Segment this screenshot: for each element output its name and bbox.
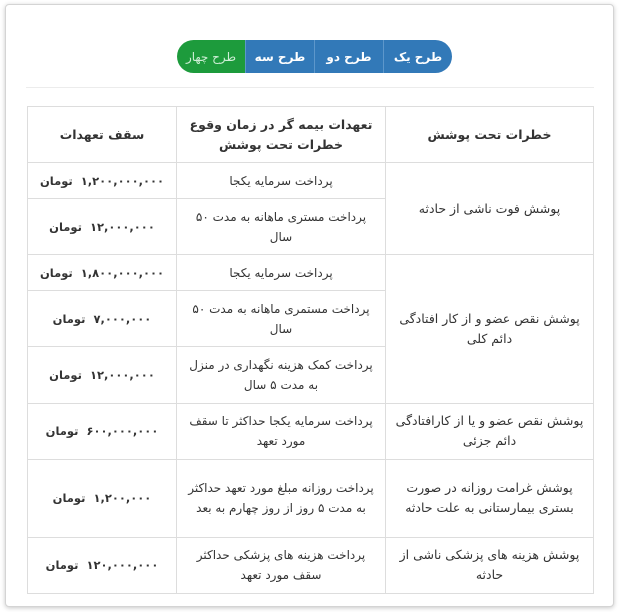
limit-cell xyxy=(28,537,177,593)
limit-amount: ۱,۸۰۰,۰۰۰,۰۰۰ xyxy=(80,265,165,280)
limit-amount: ۱,۲۰۰,۰۰۰,۰۰۰ xyxy=(80,173,165,188)
limit-unit: تومان xyxy=(39,265,73,280)
limit-cell xyxy=(28,163,177,199)
obligation-cell: پرداخت سرمایه یکجا حداکثر تا سقف مورد تعهد xyxy=(177,403,386,459)
limit-unit: تومان xyxy=(52,491,86,506)
coverage-cell: پوشش نقص عضو و یا از کارافتادگی دائم جزئی xyxy=(386,403,594,459)
limit-unit: تومان xyxy=(52,311,86,326)
obligation-cell: پرداخت روزانه مبلغ مورد تعهد حداکثر به مدت ۵ روز از روز چهارم به بعد xyxy=(177,459,386,537)
limit-unit: تومان xyxy=(45,424,79,439)
obligation-cell: پرداخت مستری ماهانه به مدت ۵۰ سال xyxy=(177,199,386,255)
coverage-cell: پوشش غرامت روزانه در صورت بستری بیمارستانی به علت حادثه xyxy=(386,459,594,537)
tab-plan-2[interactable]: طرح دو xyxy=(314,40,383,73)
limit-unit: تومان xyxy=(49,367,82,382)
plan-tab-bar xyxy=(177,40,452,73)
obligation-cell: پرداخت کمک هزینه نگهداری در منزل به مدت ۵ سال xyxy=(177,347,386,403)
limit-cell xyxy=(28,199,177,255)
limit-cell xyxy=(28,459,177,537)
limit-amount: ۷,۰۰۰,۰۰۰ xyxy=(93,311,152,326)
header-coverage: خطرات تحت پوشش xyxy=(386,107,594,163)
obligation-cell: پرداخت هزینه های پزشکی حداکثر سقف مورد تعهد xyxy=(177,537,386,593)
table-header-row xyxy=(28,107,594,163)
table-row xyxy=(28,255,594,291)
limit-amount: ۱۲,۰۰۰,۰۰۰ xyxy=(89,219,155,234)
obligation-cell: پرداخت مستمری ماهانه به مدت ۵۰ سال xyxy=(177,291,386,347)
table-row xyxy=(28,537,594,593)
limit-amount: ۱,۲۰۰,۰۰۰ xyxy=(93,491,152,506)
limit-cell xyxy=(28,291,177,347)
limit-unit: تومان xyxy=(45,558,79,573)
coverage-table-wrapper xyxy=(27,106,593,594)
limit-amount: ۱۲۰,۰۰۰,۰۰۰ xyxy=(86,558,159,573)
tab-plan-4[interactable]: طرح چهار xyxy=(177,40,245,73)
tab-plan-3[interactable]: طرح سه xyxy=(245,40,314,73)
table-row xyxy=(28,403,594,459)
divider xyxy=(26,87,594,88)
obligation-cell: پرداخت سرمایه یکجا xyxy=(177,163,386,199)
header-obligation: تعهدات بیمه گر در زمان وقوع خطرات تحت پوشش xyxy=(177,107,386,163)
limit-amount: ۶۰۰,۰۰۰,۰۰۰ xyxy=(86,424,159,439)
limit-cell xyxy=(28,347,177,403)
obligation-cell: پرداخت سرمایه یکجا xyxy=(177,255,386,291)
limit-cell xyxy=(28,255,177,291)
coverage-cell: پوشش فوت ناشی از حادثه xyxy=(386,163,594,255)
limit-amount: ۱۲,۰۰۰,۰۰۰ xyxy=(89,367,155,382)
coverage-table xyxy=(27,106,594,594)
tab-plan-1[interactable]: طرح یک xyxy=(383,40,452,73)
table-row xyxy=(28,459,594,537)
coverage-cell: پوشش هزینه های پزشکی ناشی از حادثه xyxy=(386,537,594,593)
limit-cell xyxy=(28,403,177,459)
limit-unit: تومان xyxy=(49,219,82,234)
table-row xyxy=(28,163,594,199)
coverage-cell: پوشش نقص عضو و از کار افتادگی دائم کلی xyxy=(386,255,594,403)
limit-unit: تومان xyxy=(39,173,73,188)
header-limit: سقف تعهدات xyxy=(28,107,177,163)
